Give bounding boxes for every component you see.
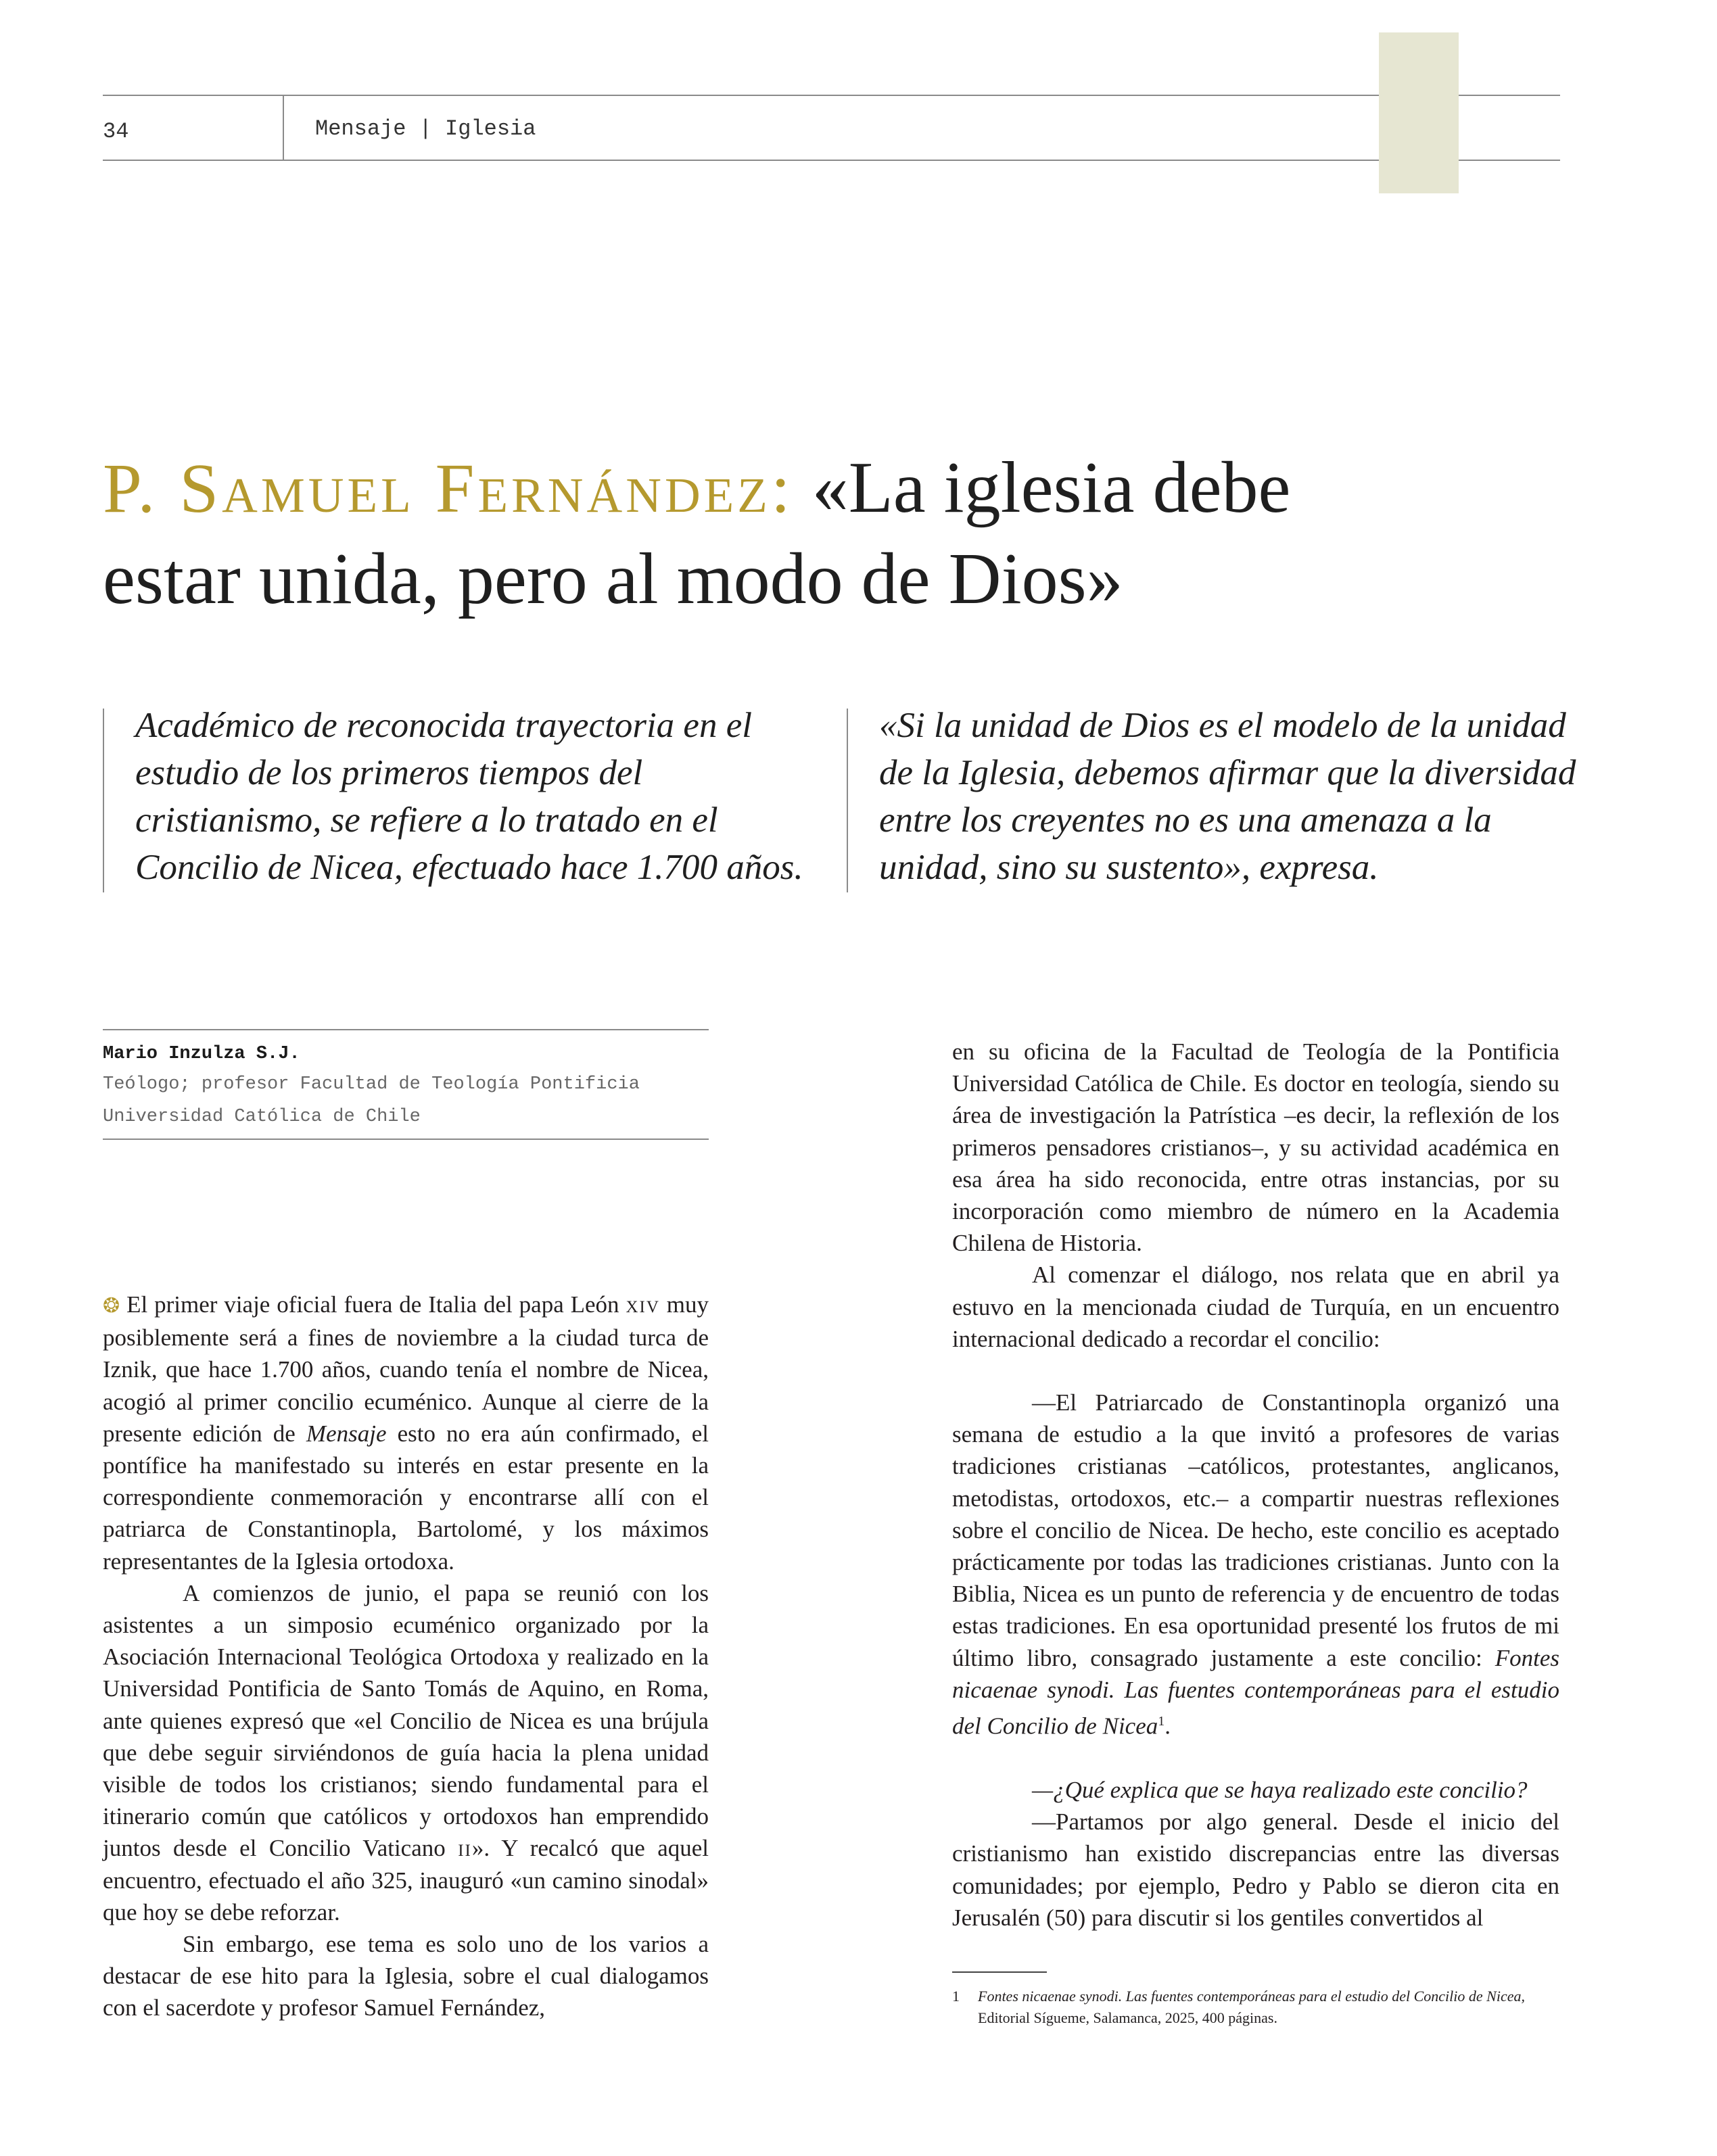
author-box <box>103 1028 709 1133</box>
title-quote-line1: «La iglesia debe <box>793 448 1291 528</box>
article-title <box>103 443 1591 625</box>
footnote-title: Fontes nicaenae synodi. Las fuentes contemporáneas para el estudio del Concilio de Nicea, <box>978 1988 1525 2005</box>
footnote <box>952 1986 1568 2029</box>
page-number: 34 <box>103 119 129 144</box>
body-column-left <box>103 1289 709 2024</box>
body-paragraph: en su oficina de la Facultad de Teología de la Pontificia Universidad Católica de Chile. Es doctor en teología, siendo su área de investigación la Patrística –es decir, la reflexión de los primeros pensadores cristianos–, y su actividad académica en esa área ha sido reconocida, entre otras instancias, por su incorporación como miembro de número en la Academia Chilena de Historia. <box>952 1038 1559 1257</box>
lede-right: «Si la unidad de Dios es el modelo de la unidad de la Iglesia, debemos afirmar que la diversidad entre los creyentes no es una amenaza a la unidad, sino su sustento», expresa. <box>879 706 1576 887</box>
body-column-right <box>952 1036 1559 1934</box>
header-top-rule <box>103 95 1560 96</box>
header-divider <box>283 95 284 160</box>
author-bottom-rule <box>103 1139 709 1140</box>
body-paragraph: Sin embargo, ese tema es solo uno de los varios a destacar de ese hito para la Iglesia, sobre el cual dialogamos con el sacerdote y profesor Samuel Fernández, <box>103 1931 709 2021</box>
body-paragraph: —El Patriarcado de Constantinopla organizó una semana de estudio a la que invitó a profesores de varias tradiciones cristianas –católicos, protestantes, anglicanos, metodistas, ortodoxos, etc.– a compartir nuestras reflexiones sobre el concilio de Nicea. De hecho, este concilio es aceptado prácticamente por todas las tradiciones cristianas. Junto con la Biblia, Nicea es un punto de referencia y de encuentro de todas estas tradiciones. En esa oportunidad presenté los frutos de mi último libro, consagrado justamente a este concilio: Fontes nicaenae synodi. Las fuentes contemporáneas para el estudio del Concilio de Nicea$^1$. <box>952 1389 1559 1740</box>
body-paragraph: ❂ El primer viaje oficial fuera de Italia del papa León xiv muy posiblemente será a fines de noviembre a la ciudad turca de Iznik, que hace 1.700 años, cuando tenía el nombre de Nicea, acogió al primer concilio ecuménico. Aunque al cierre de la presente edición de Mensaje esto no era aún confirmado, el pontífice ha manifestado su interés en estar presente en la correspondiente conmemoración y encontrarse allí con el patriarca de Constantinopla, Bartolomé, y los máximos representantes de la Iglesia ortodoxa. <box>103 1291 709 1575</box>
author-name: Mario Inzulza S.J. <box>103 1044 300 1064</box>
paragraph-ornament-icon: ❂ <box>103 1295 120 1317</box>
body-paragraph: Al comenzar el diálogo, nos relata que en abril ya estuvo en la mencionada ciudad de Turquía, en un encuentro internacional dedicado a recordar el concilio: <box>952 1262 1559 1352</box>
title-quote-line2: estar unida, pero al modo de Dios» <box>103 539 1123 619</box>
lede-left-bar <box>103 709 104 892</box>
body-paragraph: A comienzos de junio, el papa se reunió con los asistentes a un simposio ecuménico organizado por la Asociación Internacional Teológica Ortodoxa y realizado en la Universidad Pontificia de Santo Tomás de Aquino, en Roma, ante quienes expresó que «el Concilio de Nicea es una brújula que debe seguir sirviéndonos de guía hacia la plena unidad visible de todos los cristianos; siendo fundamental para el itinerario común que católicos y ortodoxos han emprendido juntos desde el Concilio Vaticano ii». Y recalcó que aquel encuentro, efectuado el año 325, inauguró «un camino sinodal» que hoy se debe reforzar. <box>103 1579 709 1925</box>
author-description: Teólogo; profesor Facultad de Teología Pontificia Universidad Católica de Chile <box>103 1074 640 1127</box>
footnote-number: 1 <box>952 1988 960 2005</box>
footnote-publisher: Editorial Sígueme, Salamanca, 2025, 400 páginas. <box>978 2009 1277 2026</box>
header-bottom-rule <box>103 160 1560 161</box>
page-tab-marker <box>1379 32 1459 193</box>
lede-left: Académico de reconocida trayectoria en el estudio de los primeros tiempos del cristianismo, se refiere a lo tratado en el Concilio de Nicea, efectuado hace 1.700 años. <box>135 706 803 887</box>
section-label: Mensaje | Iglesia <box>315 116 536 141</box>
interview-question: —¿Qué explica que se haya realizado este concilio? <box>1032 1776 1528 1803</box>
lede-right-bar <box>847 709 848 892</box>
footnote-rule <box>952 1971 1047 1973</box>
footnote-ref[interactable]: 1 <box>1158 1714 1165 1729</box>
title-name: P. Samuel Fernández: <box>103 450 794 527</box>
body-paragraph: —Partamos por algo general. Desde el inicio del cristianismo han existido discrepancias entre las diversas comunidades; por ejemplo, Pedro y Pablo se dieron cita en Jerusalén (50) para discutir si los gentiles convertidos al <box>952 1808 1559 1931</box>
